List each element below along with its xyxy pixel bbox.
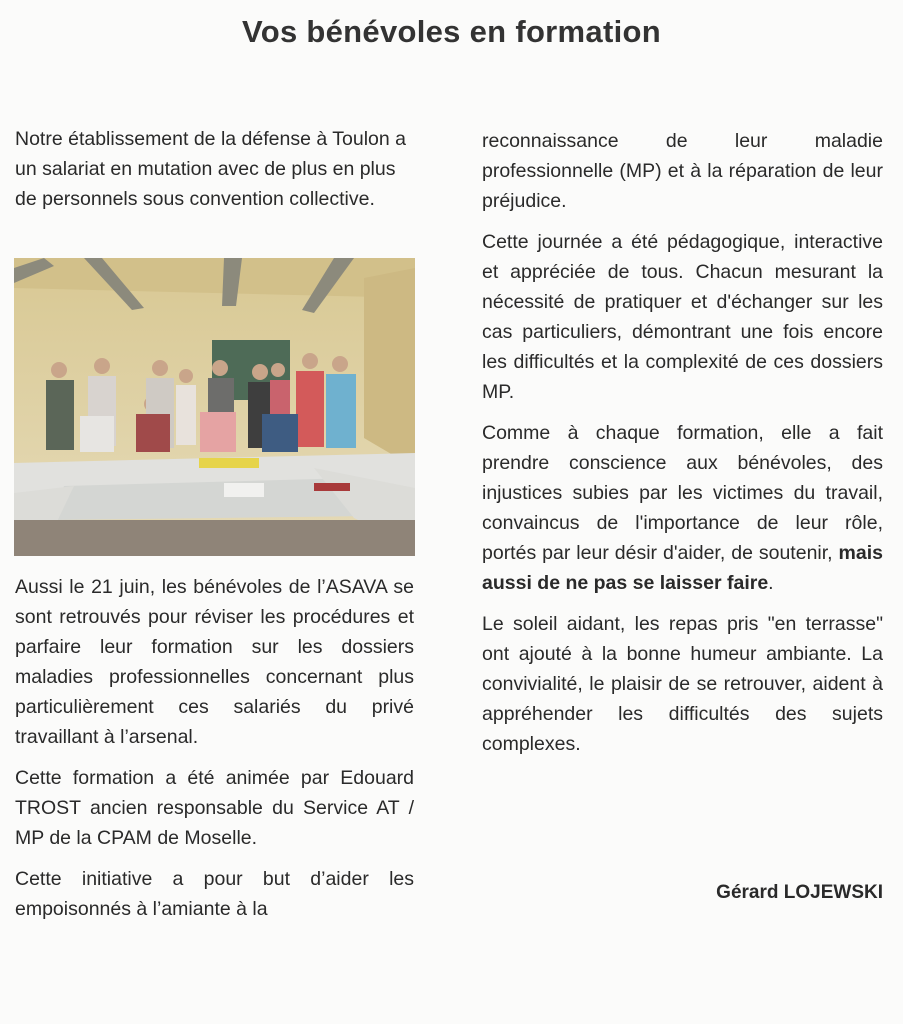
group-photo bbox=[14, 258, 415, 556]
author-signature: Gérard LOJEWSKI bbox=[716, 882, 883, 903]
intro-paragraph: Notre établissement de la défense à Toulon a un salariat en mutation avec de plus en plus de personnels sous convention collective. bbox=[15, 128, 406, 210]
paragraph-formation: Cette formation a été animée par Edouard TROST ancien responsable du Service AT / MP de la CPAM de Moselle. bbox=[15, 767, 414, 849]
right-column bbox=[482, 126, 883, 770]
paragraph-reconnaissance: reconnaissance de leur maladie professionnelle (MP) et à la réparation de leur préjudice. bbox=[482, 130, 883, 212]
training-room-photo bbox=[14, 258, 415, 556]
paragraph-conscience-text: Comme à chaque formation, elle a fait prendre conscience aux bénévoles, des injustices subies par les victimes du travail, convaincus de l'importance de leur rôle, portés par leur désir d'aider, de soutenir, bbox=[482, 422, 883, 564]
left-column bbox=[15, 572, 414, 935]
article-title: Vos bénévoles en formation bbox=[242, 14, 661, 49]
paragraph-initiative: Cette initiative a pour but d’aider les empoisonnés à l’amiante à la bbox=[15, 868, 414, 920]
paragraph-asava: Aussi le 21 juin, les bénévoles de l’ASAVA se sont retrouvés pour réviser les procédures et parfaire leur formation sur les dossiers maladies professionnelles concernant plus particulièrement ces salariés du privé travaillant à l’arsenal. bbox=[15, 576, 414, 748]
paragraph-journee: Cette journée a été pédagogique, interactive et appréciée de tous. Chacun mesurant la nécessité de pratiquer et d'échanger sur les cas particuliers, démontrant une fois encore les difficultés et la complexité de ces dossiers MP. bbox=[482, 231, 883, 403]
paragraph-conscience-bold: mais aussi de ne pas se laisser faire bbox=[482, 542, 883, 594]
paragraph-soleil: Le soleil aidant, les repas pris "en terrasse" ont ajouté à la bonne humeur ambiante. La convivialité, le plaisir de se retrouver, aident à appréhender les difficultés des sujets complexes. bbox=[482, 613, 883, 755]
paragraph-conscience bbox=[482, 418, 883, 598]
paragraph-conscience-end: . bbox=[768, 572, 774, 594]
